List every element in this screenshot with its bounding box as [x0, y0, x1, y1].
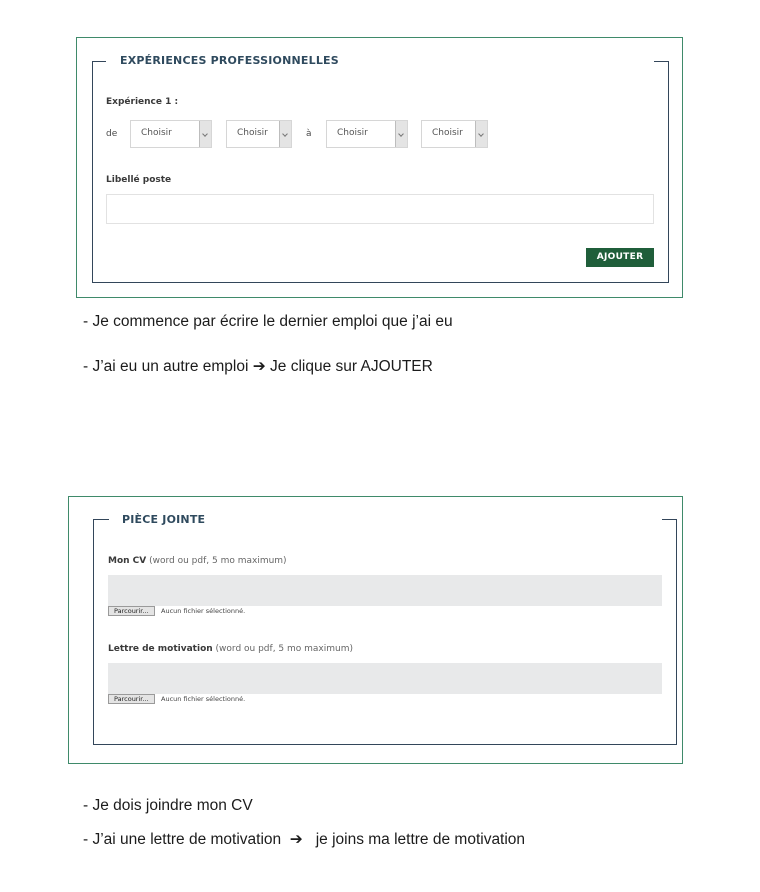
- chevron-down-icon: [475, 121, 487, 147]
- fieldset-border: [662, 519, 677, 520]
- select-value: Choisir: [432, 128, 463, 138]
- from-label: de: [106, 129, 118, 139]
- fieldset-border: [654, 61, 669, 62]
- letter-browse-button[interactable]: Parcourir...: [108, 694, 155, 704]
- chevron-down-icon: [199, 121, 211, 147]
- experience-legend: EXPÉRIENCES PROFESSIONNELLES: [120, 54, 339, 67]
- to-label: à: [306, 129, 312, 139]
- cv-hint: (word ou pdf, 5 mo maximum): [146, 556, 287, 566]
- letter-label-text: Lettre de motivation: [108, 644, 213, 654]
- cv-file-status: Aucun fichier sélectionné.: [161, 607, 246, 615]
- attachment-legend: PIÈCE JOINTE: [122, 513, 206, 526]
- experience-number-label: Expérience 1 :: [106, 97, 179, 107]
- experience-fieldset: [92, 61, 669, 283]
- fieldset-border: [93, 519, 109, 520]
- instruction-text: - J’ai eu un autre emploi: [83, 358, 253, 375]
- letter-file-status: Aucun fichier sélectionné.: [161, 695, 246, 703]
- to-month-select[interactable]: [326, 120, 408, 148]
- chevron-down-icon: [395, 121, 407, 147]
- to-year-select[interactable]: [421, 120, 488, 148]
- instruction-line: - Je dois joindre mon CV: [83, 797, 253, 814]
- instruction-line: [83, 830, 525, 849]
- job-title-label: Libellé poste: [106, 175, 172, 185]
- job-title-input[interactable]: [106, 194, 654, 224]
- letter-hint: (word ou pdf, 5 mo maximum): [212, 644, 353, 654]
- instruction-line: - Je commence par écrire le dernier emploi que j’ai eu: [83, 313, 453, 330]
- experience-screenshot: [76, 37, 683, 298]
- from-year-select[interactable]: [226, 120, 292, 148]
- instruction-line: [83, 357, 433, 376]
- letter-file-field[interactable]: [108, 663, 662, 694]
- cv-file-field[interactable]: [108, 575, 662, 606]
- chevron-down-icon: [279, 121, 291, 147]
- cv-browse-button[interactable]: Parcourir...: [108, 606, 155, 616]
- instruction-text: Je clique sur AJOUTER: [265, 358, 433, 375]
- instruction-text: je joins ma lettre de motivation: [302, 831, 526, 848]
- select-value: Choisir: [237, 128, 268, 138]
- cv-label: [108, 556, 287, 566]
- select-value: Choisir: [141, 128, 172, 138]
- arrow-right-icon: ➔: [289, 831, 303, 848]
- attachment-screenshot: [68, 496, 683, 764]
- attachment-fieldset: [93, 519, 677, 745]
- instruction-text: - J’ai une lettre de motivation: [83, 831, 290, 848]
- add-experience-button[interactable]: AJOUTER: [586, 248, 654, 267]
- from-month-select[interactable]: [130, 120, 212, 148]
- arrow-right-icon: ➔: [252, 358, 266, 375]
- fieldset-border: [92, 61, 106, 62]
- select-value: Choisir: [337, 128, 368, 138]
- letter-label: [108, 644, 353, 654]
- cv-label-text: Mon CV: [108, 556, 147, 566]
